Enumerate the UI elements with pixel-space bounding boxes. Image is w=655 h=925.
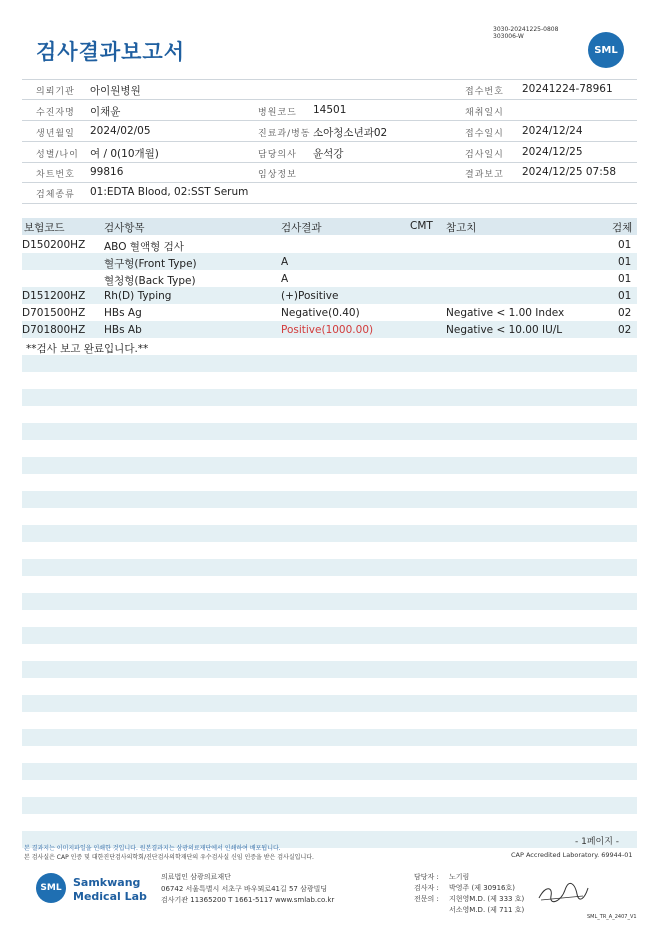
hospital-value: 아이원병원 <box>90 85 141 97</box>
row-band <box>22 627 637 644</box>
staff-label-3: 전문의 : <box>414 895 439 903</box>
dept-label: 진료과/병동 <box>258 129 311 139</box>
hospital-code-label: 병원코드 <box>258 108 297 118</box>
doctor-label: 담당의사 <box>258 150 297 160</box>
row-item: Rh(D) Typing <box>104 290 172 302</box>
page-number: - 1페이지 - <box>575 837 620 847</box>
row-specimen: 01 <box>618 290 632 302</box>
report-value: 2024/12/25 07:58 <box>522 166 617 178</box>
test-date-label: 검사일시 <box>465 150 504 160</box>
row-band <box>22 661 637 678</box>
row-band <box>22 559 637 576</box>
hospital-code-value: 14501 <box>313 104 347 116</box>
header-ref: 참고치 <box>446 222 477 234</box>
header-cmt: CMT <box>410 220 433 232</box>
completion-note: **검사 보고 완료입니다.** <box>26 343 149 355</box>
receipt-date-label: 접수일시 <box>465 129 504 139</box>
row-result: A <box>281 256 289 268</box>
row-band <box>22 763 637 780</box>
org-name: 의료법인 삼광의료재단 <box>161 873 231 881</box>
info-divider <box>22 162 637 163</box>
staff-name-1: 노기림 <box>449 873 470 881</box>
dob-label: 생년월일 <box>36 129 75 139</box>
row-result: Negative(0.40) <box>281 307 360 319</box>
header-item: 검사항목 <box>104 222 145 234</box>
row-band <box>22 355 637 372</box>
staff-name-2: 박영주 (제 30916호) <box>449 884 515 892</box>
org-address: 06742 서울특별시 서초구 바우뫼로41길 57 삼광빌딩 <box>161 885 328 893</box>
row-code: D150200HZ <box>22 239 86 251</box>
row-result: (+)Positive <box>281 290 339 302</box>
footer-note-1: 본 결과지는 이미지파일을 인쇄한 것입니다. 원본결과지는 삼광의료재단에서 인쇄하여 배포됩니다. <box>24 845 281 852</box>
row-item: ABO 혈액형 검사 <box>104 241 184 253</box>
dept-value: 소아청소년과02 <box>313 127 388 139</box>
row-item: HBs Ab <box>104 324 142 336</box>
hospital-label: 의뢰기관 <box>36 87 75 97</box>
row-band <box>22 729 637 746</box>
info-divider <box>22 203 637 204</box>
row-code: D151200HZ <box>22 290 86 302</box>
info-divider <box>22 120 637 121</box>
row-result: A <box>281 273 289 285</box>
row-band <box>22 593 637 610</box>
row-band <box>22 695 637 712</box>
row-band <box>22 797 637 814</box>
info-divider <box>22 99 637 100</box>
form-code: SML_TR_A_2407_V1 <box>587 914 637 920</box>
row-ref: Negative < 10.00 IU/L <box>446 324 563 336</box>
row-band <box>22 389 637 406</box>
test-date-value: 2024/12/25 <box>522 146 583 158</box>
clinical-label: 임상정보 <box>258 170 297 180</box>
row-item: 혈구형(Front Type) <box>104 258 197 270</box>
row-band <box>22 525 637 542</box>
brand-name-1: Samkwang <box>73 876 141 889</box>
header-result: 검사결과 <box>281 222 322 234</box>
sml-footer-logo: SML <box>36 873 66 903</box>
document-code <box>493 26 558 40</box>
document-code-1: 3030-20241225-0808 <box>493 26 559 33</box>
receipt-date-value: 2024/12/24 <box>522 125 583 137</box>
header-specimen: 검체 <box>612 222 633 234</box>
specimen-label: 검체종류 <box>36 190 75 200</box>
info-divider <box>22 182 637 183</box>
specimen-value: 01:EDTA Blood, 02:SST Serum <box>90 186 249 198</box>
chart-value: 99816 <box>90 166 124 178</box>
staff-name-4: 서소영M.D. (제 711 호) <box>449 906 525 914</box>
footer-note-2: 본 검사실은 CAP 인증 및 대한진단검사의학회/진단검사의학재단의 우수검사실 신임 인증을 받은 검사실입니다. <box>24 854 314 861</box>
row-item: HBs Ag <box>104 307 142 319</box>
row-result-abnormal: Positive(1000.00) <box>281 324 374 336</box>
dob-value: 2024/02/05 <box>90 125 151 137</box>
signature-image <box>535 880 590 906</box>
receipt-no-label: 접수번호 <box>465 87 504 97</box>
report-label: 결과보고 <box>465 170 504 180</box>
row-band <box>22 457 637 474</box>
row-specimen: 01 <box>618 239 632 251</box>
header-code: 보험코드 <box>24 222 65 234</box>
org-contact: 검사기관 11365200 T 1661-5117 www.smlab.co.kr <box>161 896 335 904</box>
sex-age-value: 여 / 0(10개월) <box>90 148 159 160</box>
row-code: D701500HZ <box>22 307 86 319</box>
patient-label: 수진자명 <box>36 108 75 118</box>
staff-name-3: 지현영M.D. (제 333 호) <box>449 895 525 903</box>
doctor-value: 윤석강 <box>313 148 344 160</box>
row-specimen: 01 <box>618 273 632 285</box>
row-item: 혈청형(Back Type) <box>104 275 196 287</box>
row-band <box>22 423 637 440</box>
row-band <box>22 491 637 508</box>
sml-logo: SML <box>588 32 624 68</box>
cap-accreditation: CAP Accredited Laboratory. 69944-01 <box>511 851 633 859</box>
brand-name-2: Medical Lab <box>73 890 147 903</box>
receipt-no-value: 20241224-78961 <box>522 83 613 95</box>
patient-value: 이채윤 <box>90 106 121 118</box>
collect-label: 채취일시 <box>465 108 504 118</box>
staff-label-2: 검사자 : <box>414 884 439 892</box>
page-title: 검사결과보고서 <box>36 40 186 64</box>
row-ref: Negative < 1.00 Index <box>446 307 565 319</box>
document-code-2: 303006-W <box>493 33 524 40</box>
info-divider <box>22 79 637 80</box>
staff-label-1: 담당자 : <box>414 873 439 881</box>
sex-age-label: 성별/나이 <box>36 150 79 160</box>
row-specimen: 01 <box>618 256 632 268</box>
info-divider <box>22 141 637 142</box>
row-specimen: 02 <box>618 307 632 319</box>
row-code: D701800HZ <box>22 324 86 336</box>
row-specimen: 02 <box>618 324 632 336</box>
chart-label: 차트번호 <box>36 170 75 180</box>
